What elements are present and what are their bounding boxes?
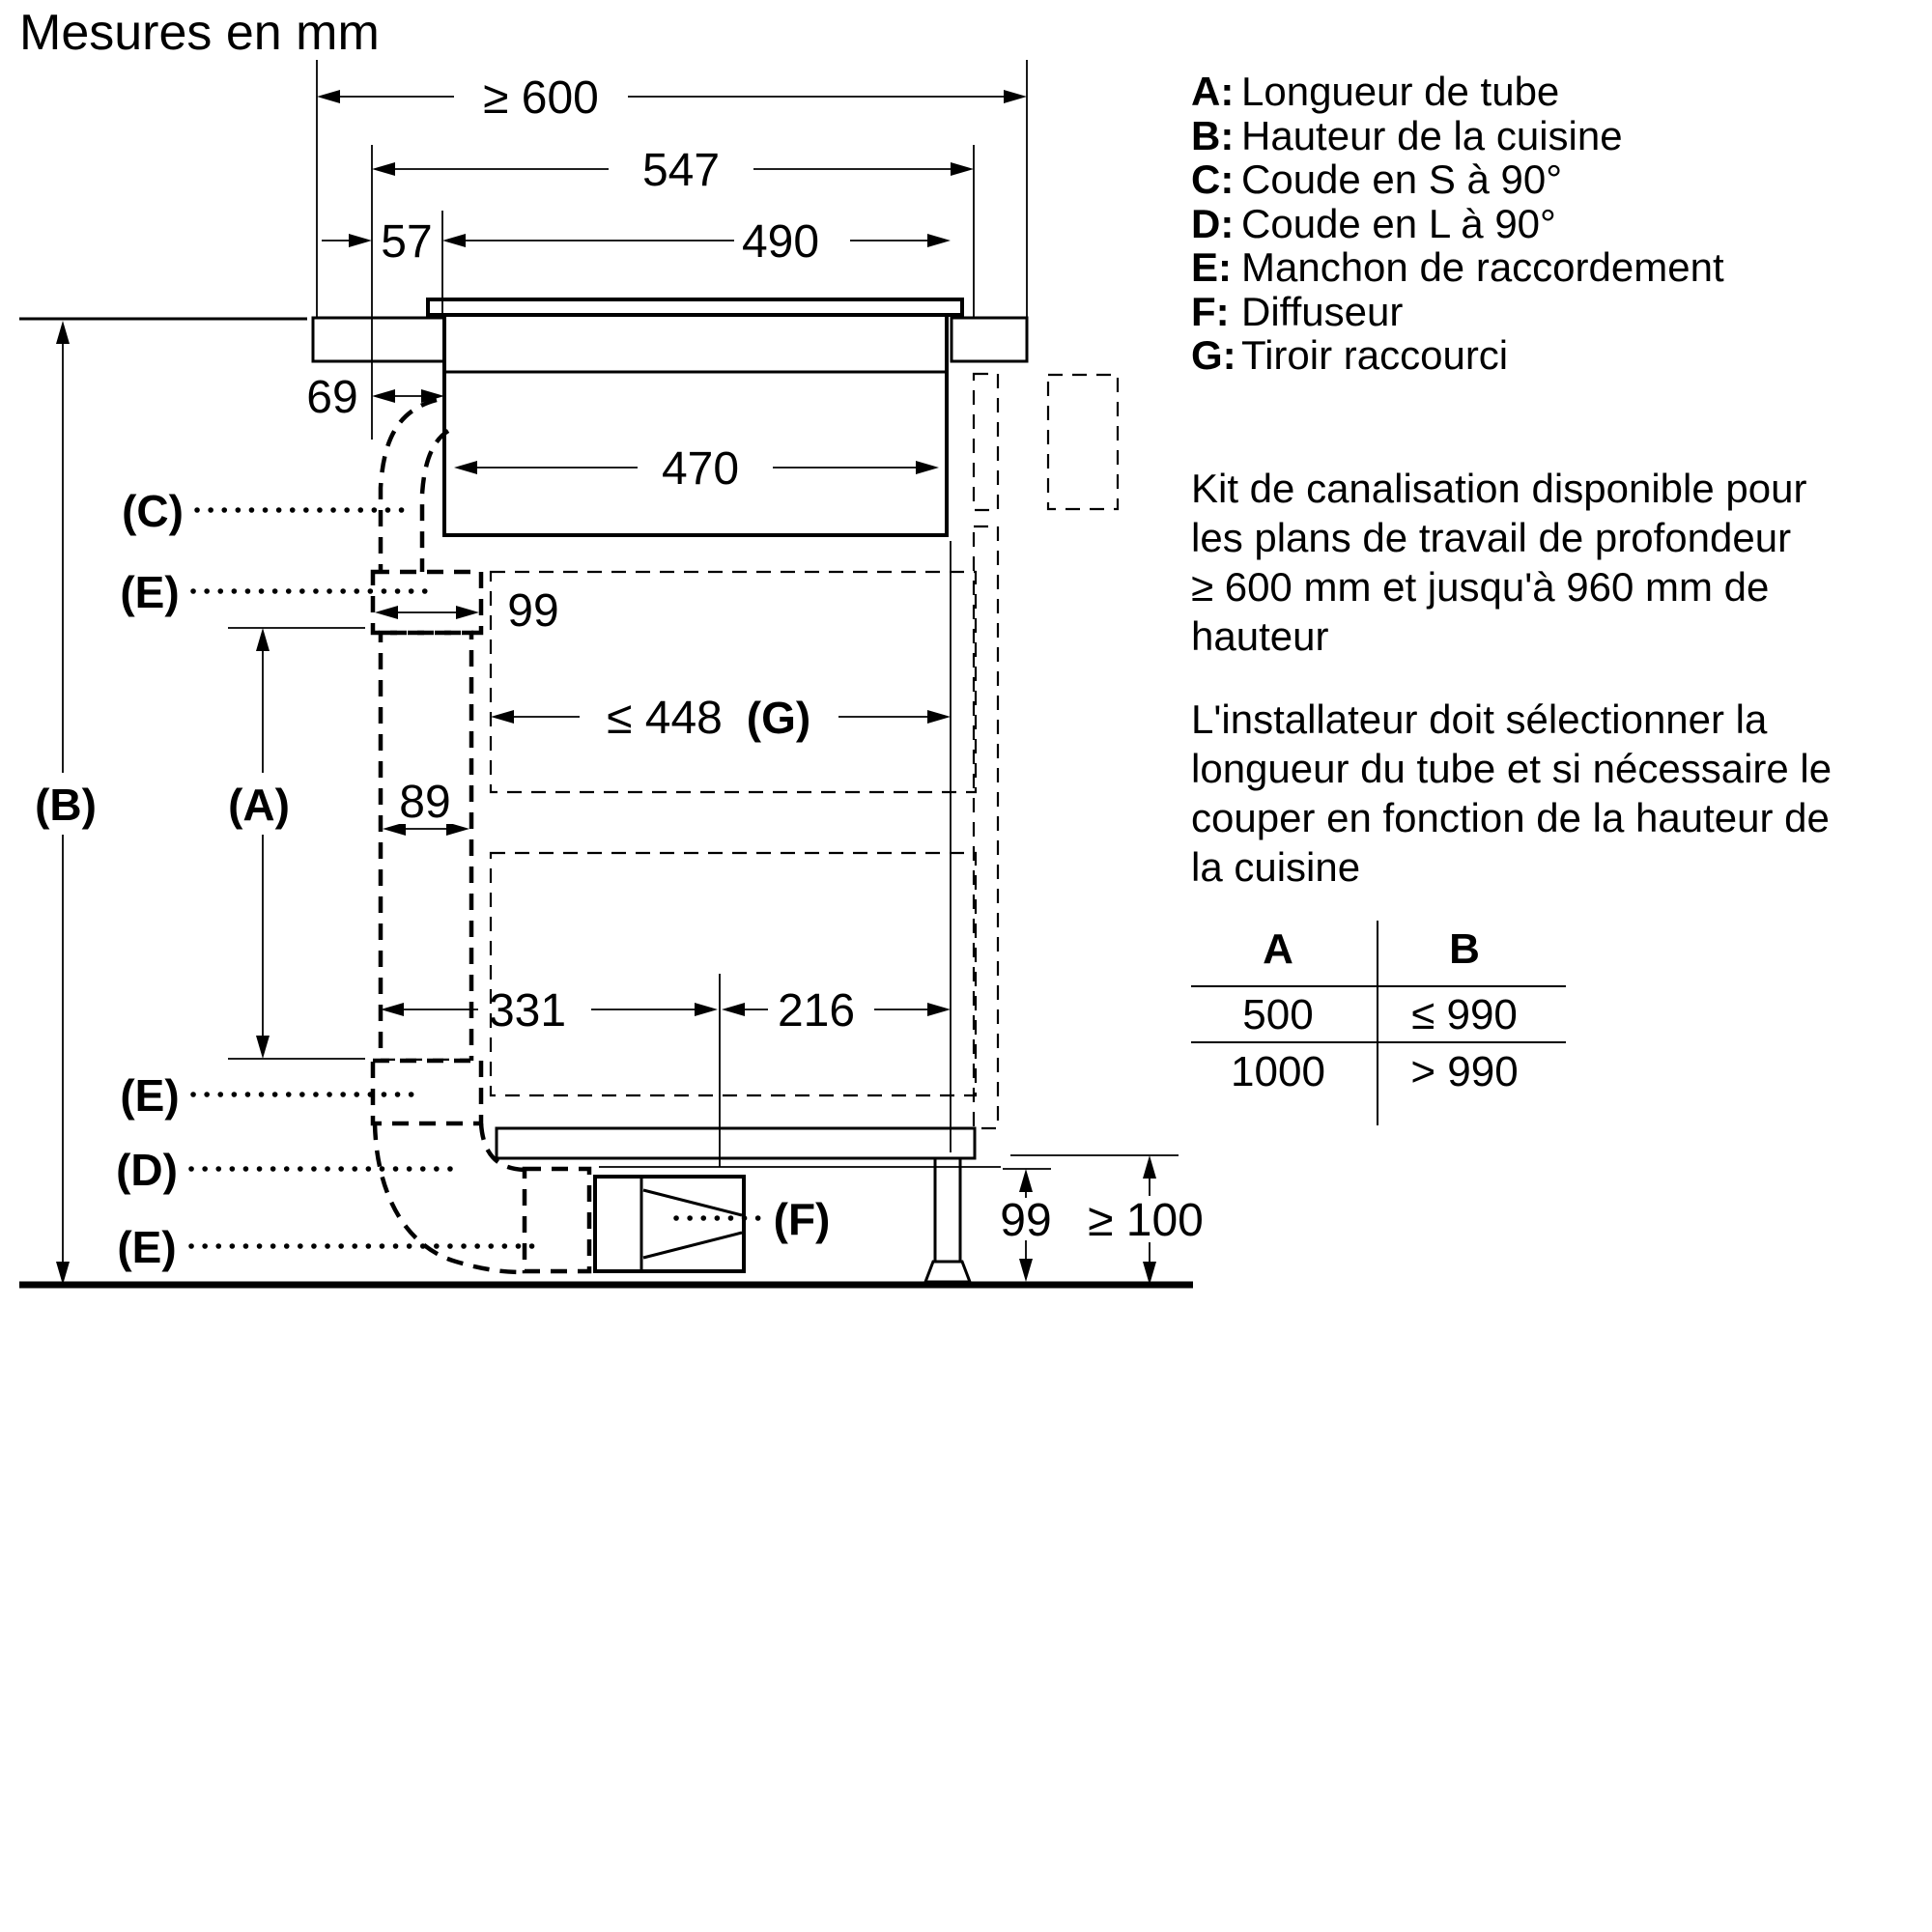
legend-item-c (1191, 157, 1724, 202)
label-a: (A) (228, 780, 290, 830)
hob-box (444, 315, 947, 535)
legend-text: Tiroir raccourci (1241, 332, 1509, 378)
legend-key: D: (1191, 200, 1235, 246)
dim-drawer-max: ≤ 448 (607, 693, 723, 744)
label-e1: (E) (120, 567, 180, 617)
table-cell: > 990 (1410, 1048, 1519, 1095)
hob-top-plate (428, 299, 962, 315)
dim-pos-right: 216 (777, 985, 856, 1037)
legend-item-a (1191, 70, 1724, 114)
sleeve-bottom (373, 1061, 481, 1123)
label-f: (F) (773, 1194, 831, 1244)
label-b: (B) (35, 780, 97, 830)
legend-text: Hauteur de la cuisine (1241, 112, 1623, 158)
legend-key: G: (1191, 332, 1236, 378)
note-installer (1191, 695, 1832, 892)
table-cell: 1000 (1231, 1048, 1325, 1095)
worktop-left-hatch (313, 318, 444, 361)
legend-text: Manchon de raccordement (1241, 244, 1724, 290)
l-bend-outer (375, 1123, 525, 1272)
drawer-zone-upper (491, 572, 976, 792)
label-c: (C) (122, 486, 184, 536)
duct-assembly (373, 400, 589, 1272)
label-e2: (E) (120, 1070, 180, 1121)
legend-item-d (1191, 202, 1724, 246)
dim-well: 490 (741, 216, 820, 268)
legend-key: E: (1191, 244, 1232, 290)
table-cell: 500 (1242, 991, 1314, 1038)
legend-key: F: (1191, 288, 1230, 334)
dim-tube-width: 89 (399, 777, 451, 828)
sleeve-top (373, 572, 481, 633)
tube-a (381, 633, 471, 1061)
note-line: hauteur (1191, 613, 1329, 659)
cabinet-bottom-board (497, 1128, 975, 1158)
hob-body (428, 299, 962, 535)
worktop-right-hatch (952, 318, 1027, 361)
note-line: la cuisine (1191, 844, 1361, 890)
s-bend-outer (381, 400, 437, 572)
legend-key: C: (1191, 156, 1235, 202)
table-header-a: A (1263, 925, 1293, 973)
dim-plinth-height: 99 (1000, 1195, 1052, 1246)
table-cell: ≤ 990 (1411, 991, 1518, 1038)
dimension-lines (56, 90, 1156, 1285)
legend-item-b (1191, 114, 1724, 158)
note-line: ≥ 600 mm et jusqu'à 960 mm de (1191, 564, 1770, 610)
legend-text: Longueur de tube (1241, 69, 1560, 114)
table-hline-2 (1191, 1041, 1566, 1043)
diffuser-vane-bottom (643, 1233, 742, 1258)
dim-floor-clearance: ≥ 100 (1088, 1195, 1204, 1246)
legend-text: Diffuseur (1241, 288, 1404, 334)
diffuser-box (595, 1177, 744, 1271)
note-line: longueur du tube et si nécessaire le (1191, 746, 1833, 791)
rear-sleeve-outline (1048, 375, 1118, 509)
note-kit (1191, 464, 1806, 661)
legend-text: Coude en L à 90° (1241, 200, 1556, 246)
table-hline-1 (1191, 985, 1566, 987)
rear-channel-upper (974, 374, 998, 510)
rear-channel-lower (974, 526, 998, 1128)
page-title: Mesures en mm (19, 5, 380, 61)
label-g: (G) (746, 693, 811, 743)
note-line: couper en fonction de la hauteur de (1191, 795, 1830, 840)
note-line: Kit de canalisation disponible pour (1191, 466, 1807, 511)
l-bend-inner (481, 1123, 525, 1170)
label-d: (D) (116, 1145, 178, 1195)
legend-key: A: (1191, 69, 1235, 114)
table-header-b: B (1449, 925, 1480, 973)
dim-front-offset: 57 (381, 216, 433, 268)
diffuser-vane-top (643, 1190, 742, 1215)
cabinet-foot (925, 1158, 970, 1282)
dim-inner-width: 470 (661, 443, 740, 495)
legend-text: Coude en S à 90° (1241, 156, 1563, 202)
diffuser (595, 1177, 744, 1271)
drawer-zone-lower (488, 853, 976, 1095)
sleeve-diffuser (525, 1169, 589, 1271)
dim-min-depth: ≥ 600 (483, 72, 599, 124)
legend (1191, 70, 1724, 378)
note-line: L'installateur doit sélectionner la (1191, 696, 1768, 742)
legend-item-f (1191, 290, 1724, 334)
worktop-section (19, 318, 1027, 361)
legend-item-e (1191, 245, 1724, 290)
legend-item-g (1191, 333, 1724, 378)
extension-lines (228, 60, 1179, 1169)
dim-duct-offset: 69 (306, 372, 358, 423)
dim-cutout: 547 (641, 145, 721, 196)
legend-key: B: (1191, 112, 1235, 158)
dim-pos-left: 331 (488, 985, 567, 1037)
label-e3: (E) (117, 1222, 177, 1272)
note-line: les plans de travail de profondeur (1191, 515, 1792, 560)
dim-sleeve-depth: 99 (507, 585, 559, 637)
